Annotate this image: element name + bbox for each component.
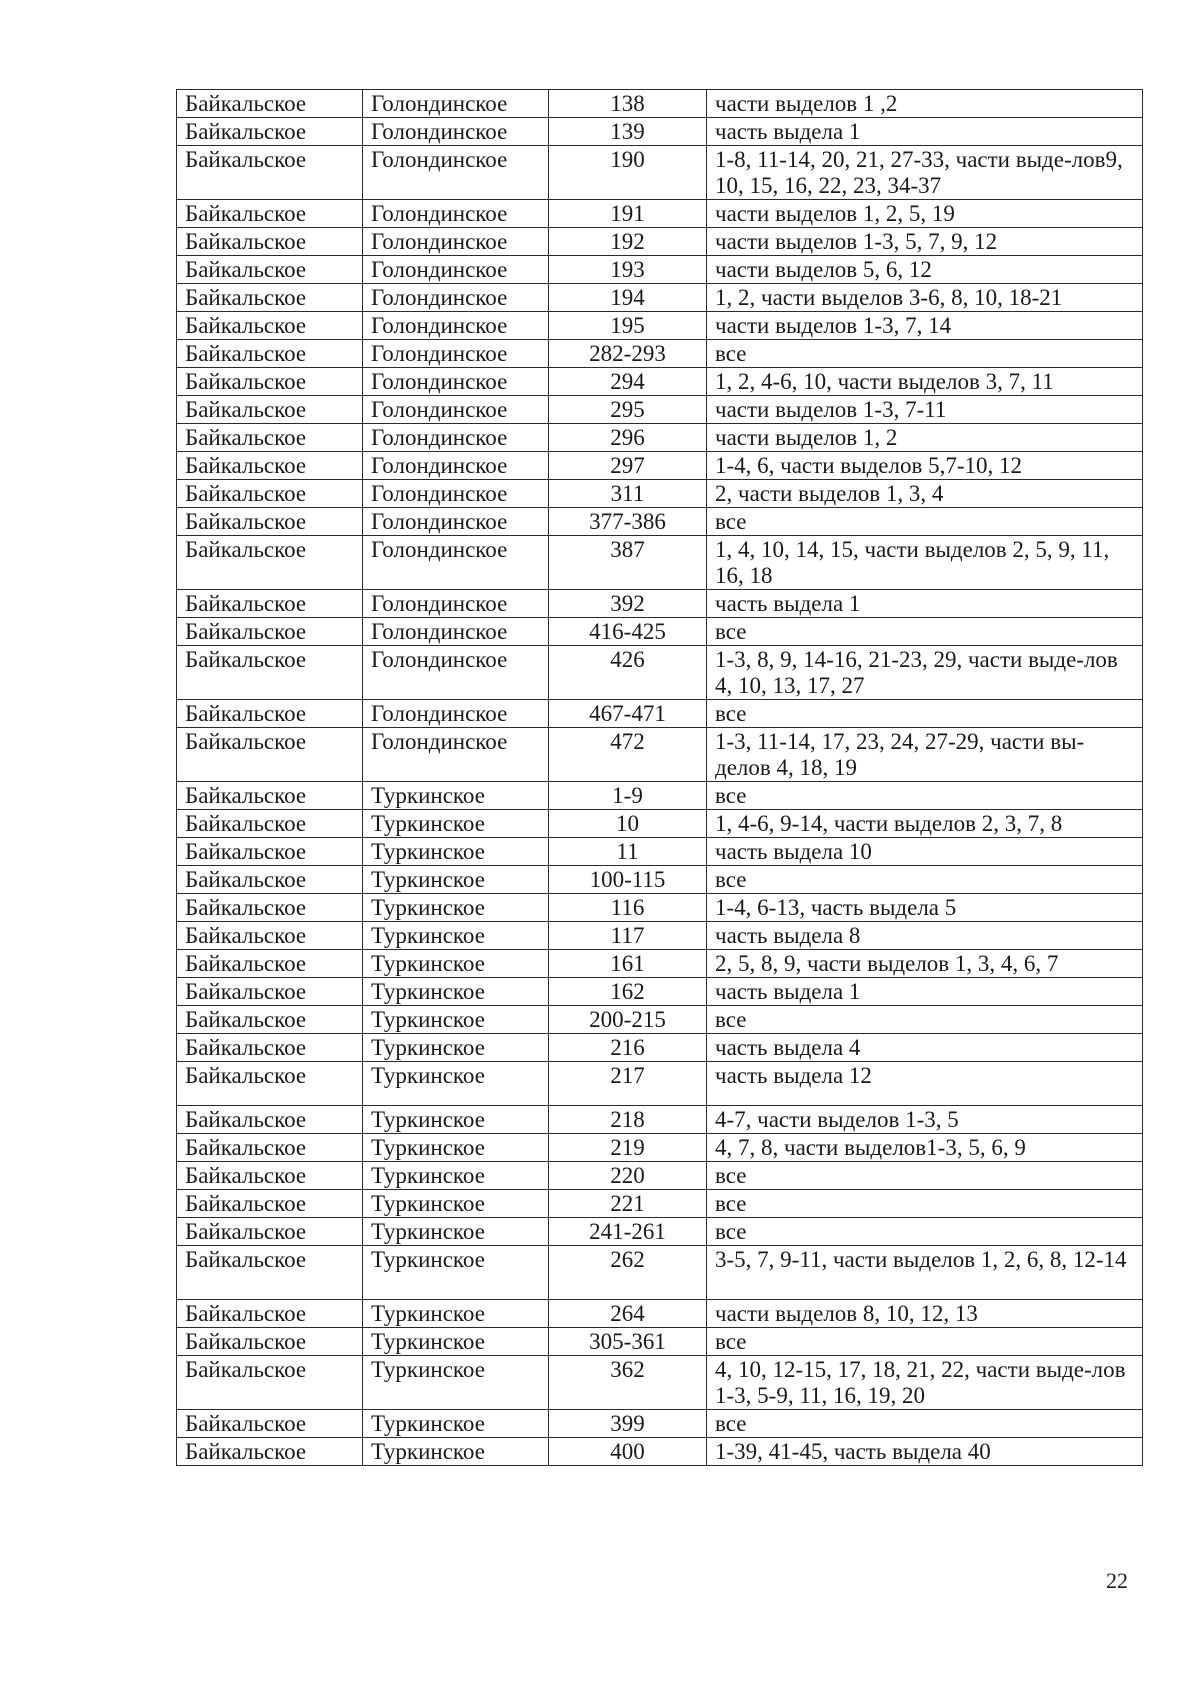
plots-cell: все bbox=[707, 1006, 1143, 1034]
table-row bbox=[177, 368, 1143, 396]
table-row bbox=[177, 950, 1143, 978]
table-row bbox=[177, 1438, 1143, 1466]
quarter-cell: 305-361 bbox=[549, 1328, 707, 1356]
forest-quarters-table bbox=[176, 89, 1143, 1466]
table-row bbox=[177, 118, 1143, 146]
plots-cell: 2, части выделов 1, 3, 4 bbox=[707, 480, 1143, 508]
forestry-cell: Байкальское bbox=[177, 1328, 363, 1356]
table-row bbox=[177, 396, 1143, 424]
forestry-cell: Байкальское bbox=[177, 1356, 363, 1410]
forestry-cell: Байкальское bbox=[177, 256, 363, 284]
table-row bbox=[177, 1218, 1143, 1246]
quarter-cell: 377-386 bbox=[549, 508, 707, 536]
forestry-cell: Байкальское bbox=[177, 312, 363, 340]
plots-cell: части выделов 1 ,2 bbox=[707, 90, 1143, 118]
district-cell: Голондинское bbox=[363, 340, 549, 368]
table-row bbox=[177, 1062, 1143, 1106]
quarter-cell: 190 bbox=[549, 146, 707, 200]
quarter-cell: 294 bbox=[549, 368, 707, 396]
quarter-cell: 161 bbox=[549, 950, 707, 978]
forestry-cell: Байкальское bbox=[177, 1300, 363, 1328]
forestry-cell: Байкальское bbox=[177, 396, 363, 424]
forestry-cell: Байкальское bbox=[177, 1062, 363, 1106]
forestry-cell: Байкальское bbox=[177, 368, 363, 396]
plots-cell: все bbox=[707, 340, 1143, 368]
table-row bbox=[177, 284, 1143, 312]
plots-cell: все bbox=[707, 866, 1143, 894]
district-cell: Туркинское bbox=[363, 1006, 549, 1034]
table-row bbox=[177, 200, 1143, 228]
forestry-cell: Байкальское bbox=[177, 838, 363, 866]
plots-cell: все bbox=[707, 700, 1143, 728]
district-cell: Голондинское bbox=[363, 508, 549, 536]
forestry-cell: Байкальское bbox=[177, 866, 363, 894]
district-cell: Туркинское bbox=[363, 838, 549, 866]
table-row bbox=[177, 452, 1143, 480]
quarter-cell: 218 bbox=[549, 1106, 707, 1134]
plots-cell: 1, 2, 4-6, 10, части выделов 3, 7, 11 bbox=[707, 368, 1143, 396]
forestry-cell: Байкальское bbox=[177, 508, 363, 536]
district-cell: Голондинское bbox=[363, 646, 549, 700]
quarter-cell: 297 bbox=[549, 452, 707, 480]
district-cell: Голондинское bbox=[363, 536, 549, 590]
plots-cell: 1, 4-6, 9-14, части выделов 2, 3, 7, 8 bbox=[707, 810, 1143, 838]
forestry-cell: Байкальское bbox=[177, 978, 363, 1006]
district-cell: Голондинское bbox=[363, 312, 549, 340]
quarter-cell: 192 bbox=[549, 228, 707, 256]
district-cell: Голондинское bbox=[363, 90, 549, 118]
plots-cell: части выделов 1, 2, 5, 19 bbox=[707, 200, 1143, 228]
district-cell: Туркинское bbox=[363, 1106, 549, 1134]
district-cell: Туркинское bbox=[363, 922, 549, 950]
forestry-cell: Байкальское bbox=[177, 590, 363, 618]
table-row bbox=[177, 228, 1143, 256]
plots-cell: все bbox=[707, 1328, 1143, 1356]
district-cell: Голондинское bbox=[363, 256, 549, 284]
district-cell: Туркинское bbox=[363, 894, 549, 922]
district-cell: Голондинское bbox=[363, 118, 549, 146]
forestry-cell: Байкальское bbox=[177, 782, 363, 810]
quarter-cell: 100-115 bbox=[549, 866, 707, 894]
plots-cell: все bbox=[707, 782, 1143, 810]
forestry-cell: Байкальское bbox=[177, 618, 363, 646]
plots-cell: 3-5, 7, 9-11, части выделов 1, 2, 6, 8, 12-14 bbox=[707, 1246, 1143, 1300]
district-cell: Туркинское bbox=[363, 866, 549, 894]
district-cell: Туркинское bbox=[363, 978, 549, 1006]
district-cell: Голондинское bbox=[363, 284, 549, 312]
forestry-cell: Байкальское bbox=[177, 90, 363, 118]
district-cell: Туркинское bbox=[363, 1246, 549, 1300]
quarter-cell: 387 bbox=[549, 536, 707, 590]
quarter-cell: 193 bbox=[549, 256, 707, 284]
table-row bbox=[177, 1356, 1143, 1410]
quarter-cell: 10 bbox=[549, 810, 707, 838]
district-cell: Голондинское bbox=[363, 700, 549, 728]
plots-cell: части выделов 5, 6, 12 bbox=[707, 256, 1143, 284]
district-cell: Туркинское bbox=[363, 1300, 549, 1328]
quarter-cell: 139 bbox=[549, 118, 707, 146]
table-row bbox=[177, 782, 1143, 810]
plots-cell: все bbox=[707, 1410, 1143, 1438]
forestry-cell: Байкальское bbox=[177, 146, 363, 200]
district-cell: Туркинское bbox=[363, 1062, 549, 1106]
forestry-cell: Байкальское bbox=[177, 1410, 363, 1438]
district-cell: Туркинское bbox=[363, 950, 549, 978]
district-cell: Туркинское bbox=[363, 810, 549, 838]
district-cell: Туркинское bbox=[363, 1328, 549, 1356]
district-cell: Туркинское bbox=[363, 1034, 549, 1062]
table-row bbox=[177, 1034, 1143, 1062]
plots-cell: части выделов 1-3, 5, 7, 9, 12 bbox=[707, 228, 1143, 256]
table-row bbox=[177, 618, 1143, 646]
quarter-cell: 194 bbox=[549, 284, 707, 312]
forestry-cell: Байкальское bbox=[177, 810, 363, 838]
table-row bbox=[177, 1106, 1143, 1134]
quarter-cell: 362 bbox=[549, 1356, 707, 1410]
forestry-cell: Байкальское bbox=[177, 1134, 363, 1162]
forestry-cell: Байкальское bbox=[177, 200, 363, 228]
district-cell: Туркинское bbox=[363, 1218, 549, 1246]
quarter-cell: 426 bbox=[549, 646, 707, 700]
quarter-cell: 195 bbox=[549, 312, 707, 340]
plots-cell: часть выдела 1 bbox=[707, 118, 1143, 146]
plots-cell: часть выдела 12 bbox=[707, 1062, 1143, 1106]
quarter-cell: 311 bbox=[549, 480, 707, 508]
quarter-cell: 472 bbox=[549, 728, 707, 782]
plots-cell: 2, 5, 8, 9, части выделов 1, 3, 4, 6, 7 bbox=[707, 950, 1143, 978]
district-cell: Голондинское bbox=[363, 396, 549, 424]
plots-cell: части выделов 1, 2 bbox=[707, 424, 1143, 452]
district-cell: Голондинское bbox=[363, 228, 549, 256]
table-row bbox=[177, 146, 1143, 200]
table-row bbox=[177, 978, 1143, 1006]
plots-cell: часть выдела 1 bbox=[707, 590, 1143, 618]
table-row bbox=[177, 1328, 1143, 1356]
district-cell: Туркинское bbox=[363, 1438, 549, 1466]
plots-cell: все bbox=[707, 1162, 1143, 1190]
district-cell: Голондинское bbox=[363, 480, 549, 508]
quarter-cell: 116 bbox=[549, 894, 707, 922]
plots-cell: часть выдела 10 bbox=[707, 838, 1143, 866]
table-row bbox=[177, 838, 1143, 866]
quarter-cell: 282-293 bbox=[549, 340, 707, 368]
forestry-cell: Байкальское bbox=[177, 1218, 363, 1246]
table-row bbox=[177, 590, 1143, 618]
forestry-cell: Байкальское bbox=[177, 646, 363, 700]
district-cell: Туркинское bbox=[363, 1162, 549, 1190]
table-row bbox=[177, 1134, 1143, 1162]
plots-cell: 4, 7, 8, части выделов1-3, 5, 6, 9 bbox=[707, 1134, 1143, 1162]
forestry-cell: Байкальское bbox=[177, 424, 363, 452]
quarter-cell: 162 bbox=[549, 978, 707, 1006]
quarter-cell: 416-425 bbox=[549, 618, 707, 646]
table-row bbox=[177, 1246, 1143, 1300]
table-row bbox=[177, 508, 1143, 536]
quarter-cell: 241-261 bbox=[549, 1218, 707, 1246]
plots-cell: часть выдела 1 bbox=[707, 978, 1143, 1006]
forestry-cell: Байкальское bbox=[177, 480, 363, 508]
quarter-cell: 11 bbox=[549, 838, 707, 866]
plots-cell: 1-39, 41-45, часть выдела 40 bbox=[707, 1438, 1143, 1466]
table-row bbox=[177, 922, 1143, 950]
forestry-cell: Байкальское bbox=[177, 536, 363, 590]
plots-cell: 1-8, 11-14, 20, 21, 27-33, части выде-лов9, 10, 15, 16, 22, 23, 34-37 bbox=[707, 146, 1143, 200]
quarter-cell: 295 bbox=[549, 396, 707, 424]
forestry-cell: Байкальское bbox=[177, 228, 363, 256]
table-body bbox=[177, 90, 1143, 1466]
table-row bbox=[177, 1410, 1143, 1438]
district-cell: Туркинское bbox=[363, 1356, 549, 1410]
page-number: 22 bbox=[1106, 1568, 1128, 1593]
table-row bbox=[177, 728, 1143, 782]
district-cell: Туркинское bbox=[363, 1410, 549, 1438]
plots-cell: 4-7, части выделов 1-3, 5 bbox=[707, 1106, 1143, 1134]
forestry-cell: Байкальское bbox=[177, 118, 363, 146]
quarter-cell: 264 bbox=[549, 1300, 707, 1328]
table-row bbox=[177, 424, 1143, 452]
forestry-cell: Байкальское bbox=[177, 728, 363, 782]
forestry-cell: Байкальское bbox=[177, 1006, 363, 1034]
quarter-cell: 262 bbox=[549, 1246, 707, 1300]
table-row bbox=[177, 700, 1143, 728]
plots-cell: все bbox=[707, 618, 1143, 646]
plots-cell: 1-4, 6-13, часть выдела 5 bbox=[707, 894, 1143, 922]
plots-cell: части выделов 8, 10, 12, 13 bbox=[707, 1300, 1143, 1328]
plots-cell: 1-4, 6, части выделов 5,7-10, 12 bbox=[707, 452, 1143, 480]
forestry-cell: Байкальское bbox=[177, 894, 363, 922]
plots-cell: 1, 2, части выделов 3-6, 8, 10, 18-21 bbox=[707, 284, 1143, 312]
table-row bbox=[177, 480, 1143, 508]
table-row bbox=[177, 312, 1143, 340]
district-cell: Туркинское bbox=[363, 782, 549, 810]
plots-cell: части выделов 1-3, 7, 14 bbox=[707, 312, 1143, 340]
table-row bbox=[177, 894, 1143, 922]
quarter-cell: 220 bbox=[549, 1162, 707, 1190]
district-cell: Туркинское bbox=[363, 1134, 549, 1162]
forestry-cell: Байкальское bbox=[177, 340, 363, 368]
plots-cell: 4, 10, 12-15, 17, 18, 21, 22, части выде-лов 1-3, 5-9, 11, 16, 19, 20 bbox=[707, 1356, 1143, 1410]
table-row bbox=[177, 1006, 1143, 1034]
table-row bbox=[177, 1300, 1143, 1328]
forestry-cell: Байкальское bbox=[177, 1438, 363, 1466]
table-row bbox=[177, 256, 1143, 284]
quarter-cell: 392 bbox=[549, 590, 707, 618]
district-cell: Голондинское bbox=[363, 368, 549, 396]
quarter-cell: 296 bbox=[549, 424, 707, 452]
plots-cell: часть выдела 4 bbox=[707, 1034, 1143, 1062]
plots-cell: все bbox=[707, 508, 1143, 536]
plots-cell: часть выдела 8 bbox=[707, 922, 1143, 950]
district-cell: Голондинское bbox=[363, 200, 549, 228]
plots-cell: все bbox=[707, 1218, 1143, 1246]
district-cell: Голондинское bbox=[363, 452, 549, 480]
forestry-cell: Байкальское bbox=[177, 922, 363, 950]
quarter-cell: 216 bbox=[549, 1034, 707, 1062]
table-row bbox=[177, 866, 1143, 894]
forestry-cell: Байкальское bbox=[177, 1034, 363, 1062]
forestry-cell: Байкальское bbox=[177, 452, 363, 480]
forestry-cell: Байкальское bbox=[177, 1106, 363, 1134]
table-row bbox=[177, 1162, 1143, 1190]
quarter-cell: 399 bbox=[549, 1410, 707, 1438]
quarter-cell: 200-215 bbox=[549, 1006, 707, 1034]
district-cell: Голондинское bbox=[363, 728, 549, 782]
quarter-cell: 138 bbox=[549, 90, 707, 118]
table-row bbox=[177, 1190, 1143, 1218]
plots-cell: 1-3, 8, 9, 14-16, 21-23, 29, части выде-лов 4, 10, 13, 17, 27 bbox=[707, 646, 1143, 700]
table-row bbox=[177, 810, 1143, 838]
plots-cell: части выделов 1-3, 7-11 bbox=[707, 396, 1143, 424]
plots-cell: все bbox=[707, 1190, 1143, 1218]
forestry-cell: Байкальское bbox=[177, 1246, 363, 1300]
quarter-cell: 217 bbox=[549, 1062, 707, 1106]
table-row bbox=[177, 90, 1143, 118]
plots-cell: 1, 4, 10, 14, 15, части выделов 2, 5, 9, 11, 16, 18 bbox=[707, 536, 1143, 590]
table-row bbox=[177, 536, 1143, 590]
quarter-cell: 467-471 bbox=[549, 700, 707, 728]
quarter-cell: 117 bbox=[549, 922, 707, 950]
quarter-cell: 219 bbox=[549, 1134, 707, 1162]
district-cell: Голондинское bbox=[363, 590, 549, 618]
forestry-cell: Байкальское bbox=[177, 950, 363, 978]
forestry-cell: Байкальское bbox=[177, 1162, 363, 1190]
district-cell: Голондинское bbox=[363, 146, 549, 200]
plots-cell: 1-3, 11-14, 17, 23, 24, 27-29, части вы-делов 4, 18, 19 bbox=[707, 728, 1143, 782]
table-row bbox=[177, 340, 1143, 368]
forestry-cell: Байкальское bbox=[177, 700, 363, 728]
table-row bbox=[177, 646, 1143, 700]
district-cell: Голондинское bbox=[363, 618, 549, 646]
quarter-cell: 400 bbox=[549, 1438, 707, 1466]
quarter-cell: 191 bbox=[549, 200, 707, 228]
forestry-cell: Байкальское bbox=[177, 284, 363, 312]
district-cell: Туркинское bbox=[363, 1190, 549, 1218]
quarter-cell: 1-9 bbox=[549, 782, 707, 810]
district-cell: Голондинское bbox=[363, 424, 549, 452]
quarter-cell: 221 bbox=[549, 1190, 707, 1218]
forestry-cell: Байкальское bbox=[177, 1190, 363, 1218]
